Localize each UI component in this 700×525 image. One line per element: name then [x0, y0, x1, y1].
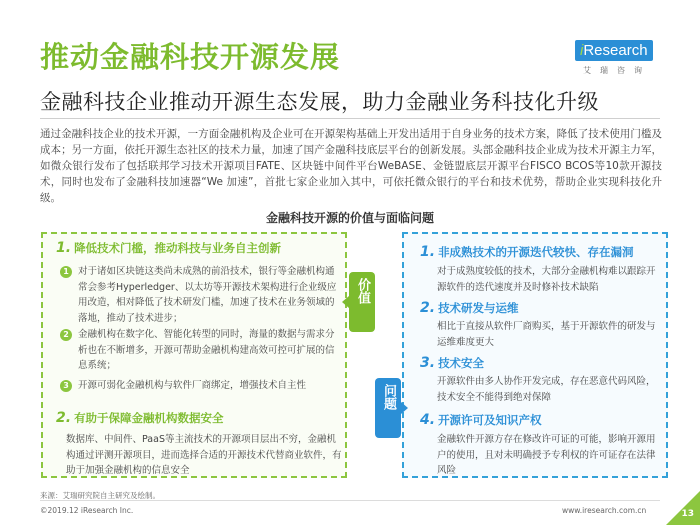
- value-heading-2: 2. 有助于保障金融机构数据安全: [56, 410, 224, 426]
- problem-tag-label: 问题: [381, 384, 396, 410]
- value-item-2: 2 金融机构在数字化、智能化转型的同时，海量的数据与需求分析也在不断增多，开源可帮助金融机构建高效可控可扩展的信息系统；: [60, 327, 342, 374]
- problem-text-1: 对于成熟度较低的技术，大部分金融机构难以跟踪开源软件的迭代速度并及时修补技术缺陷: [437, 266, 656, 293]
- value-heading-2-text: 数据库、中间件、PaaS等主流技术的开源项目层出不穷，金融机构通过评测开源项目，进而选择合适的开源技术代替商业软件，有助于加强金融机构的信息安全: [66, 434, 342, 476]
- problem-tag: [375, 378, 401, 438]
- divider: [40, 118, 660, 119]
- problem-text-2: 相比于直接从软件厂商购买，基于开源软件的研发与运维难度更大: [437, 321, 656, 348]
- page-subtitle: 金融科技企业推动开源生态发展，助力金融业务科技化升级: [40, 90, 599, 114]
- value-item-3: 3 开源可弱化金融机构与软件厂商绑定，增强技术自主性: [60, 378, 342, 394]
- value-heading-1: 1. 降低技术门槛，推动科技与业务自主创新: [56, 240, 282, 256]
- problem-text-3: 开源软件由多人协作开发完成，存在恶意代码风险，技术安全不能得到绝对保障: [437, 376, 656, 403]
- problem-heading-1: 1. 非成熟技术的开源迭代较快、存在漏洞: [420, 244, 634, 260]
- intro-paragraph: 通过金融科技企业的技术开源，一方面金融机构及企业可在开源架构基础上开发出适用于自身业务的技术方案，降低了技术使用门槛及成本；另一方面，依托开源生态社区的技术力量，加速了国产金融科技底层平台的创新发展。头部金融科技企业成为技术开源主力军，如微众银行发布了包括联邦学习技术开源项目FATE、区块链中间件平台WeBASE、金链盟底层开源平台FISCO BCOS等10款开源技术，同时也发布了金融科技加速器“We 加速”，首批七家企业加入其中，可依托微众银行的平台和技术优势，帮助企业实现科技化升级。: [40, 128, 662, 204]
- footer-divider: [40, 500, 660, 501]
- copyright: ©2019.12 iResearch Inc.: [40, 506, 134, 515]
- value-tag: [349, 272, 375, 332]
- problem-heading-3: 3. 技术安全: [420, 355, 485, 371]
- iresearch-logo: [575, 40, 665, 76]
- page-corner: [666, 491, 700, 525]
- value-tag-label: 价值: [355, 278, 370, 304]
- website-link[interactable]: www.iresearch.com.cn: [562, 506, 647, 515]
- number-badge: 3: [60, 380, 72, 392]
- problem-heading-4: 4. 开源许可及知识产权: [420, 412, 542, 428]
- number-badge: 1: [60, 266, 72, 278]
- section-title: 金融科技开源的价值与面临问题: [265, 211, 434, 225]
- logo-subtext: 艾瑞咨询: [583, 66, 651, 75]
- page-title: 推动金融科技开源发展: [40, 40, 341, 74]
- value-item-1: 1 对于诸如区块链这类尚未成熟的前沿技术，银行等金融机构通常会参考Hyperledger、以太坊等开源技术架构进行企业级应用改造，相对降低了技术研发门槛，加速了技术在业务领域的落地，推动了技术进步；: [60, 264, 342, 326]
- problem-text-4: 金融软件开源方存在修改许可证的可能，影响开源用户的使用，且对未明确授予专利权的许可证存在法律风险: [437, 434, 656, 476]
- problem-heading-2: 2. 技术研发与运维: [420, 300, 519, 316]
- logo-wordmark: iResearch: [575, 40, 653, 61]
- source-note: 来源：艾瑞研究院自主研究及绘制。: [40, 491, 160, 500]
- page-number: 13: [681, 509, 694, 519]
- number-badge: 2: [60, 329, 72, 341]
